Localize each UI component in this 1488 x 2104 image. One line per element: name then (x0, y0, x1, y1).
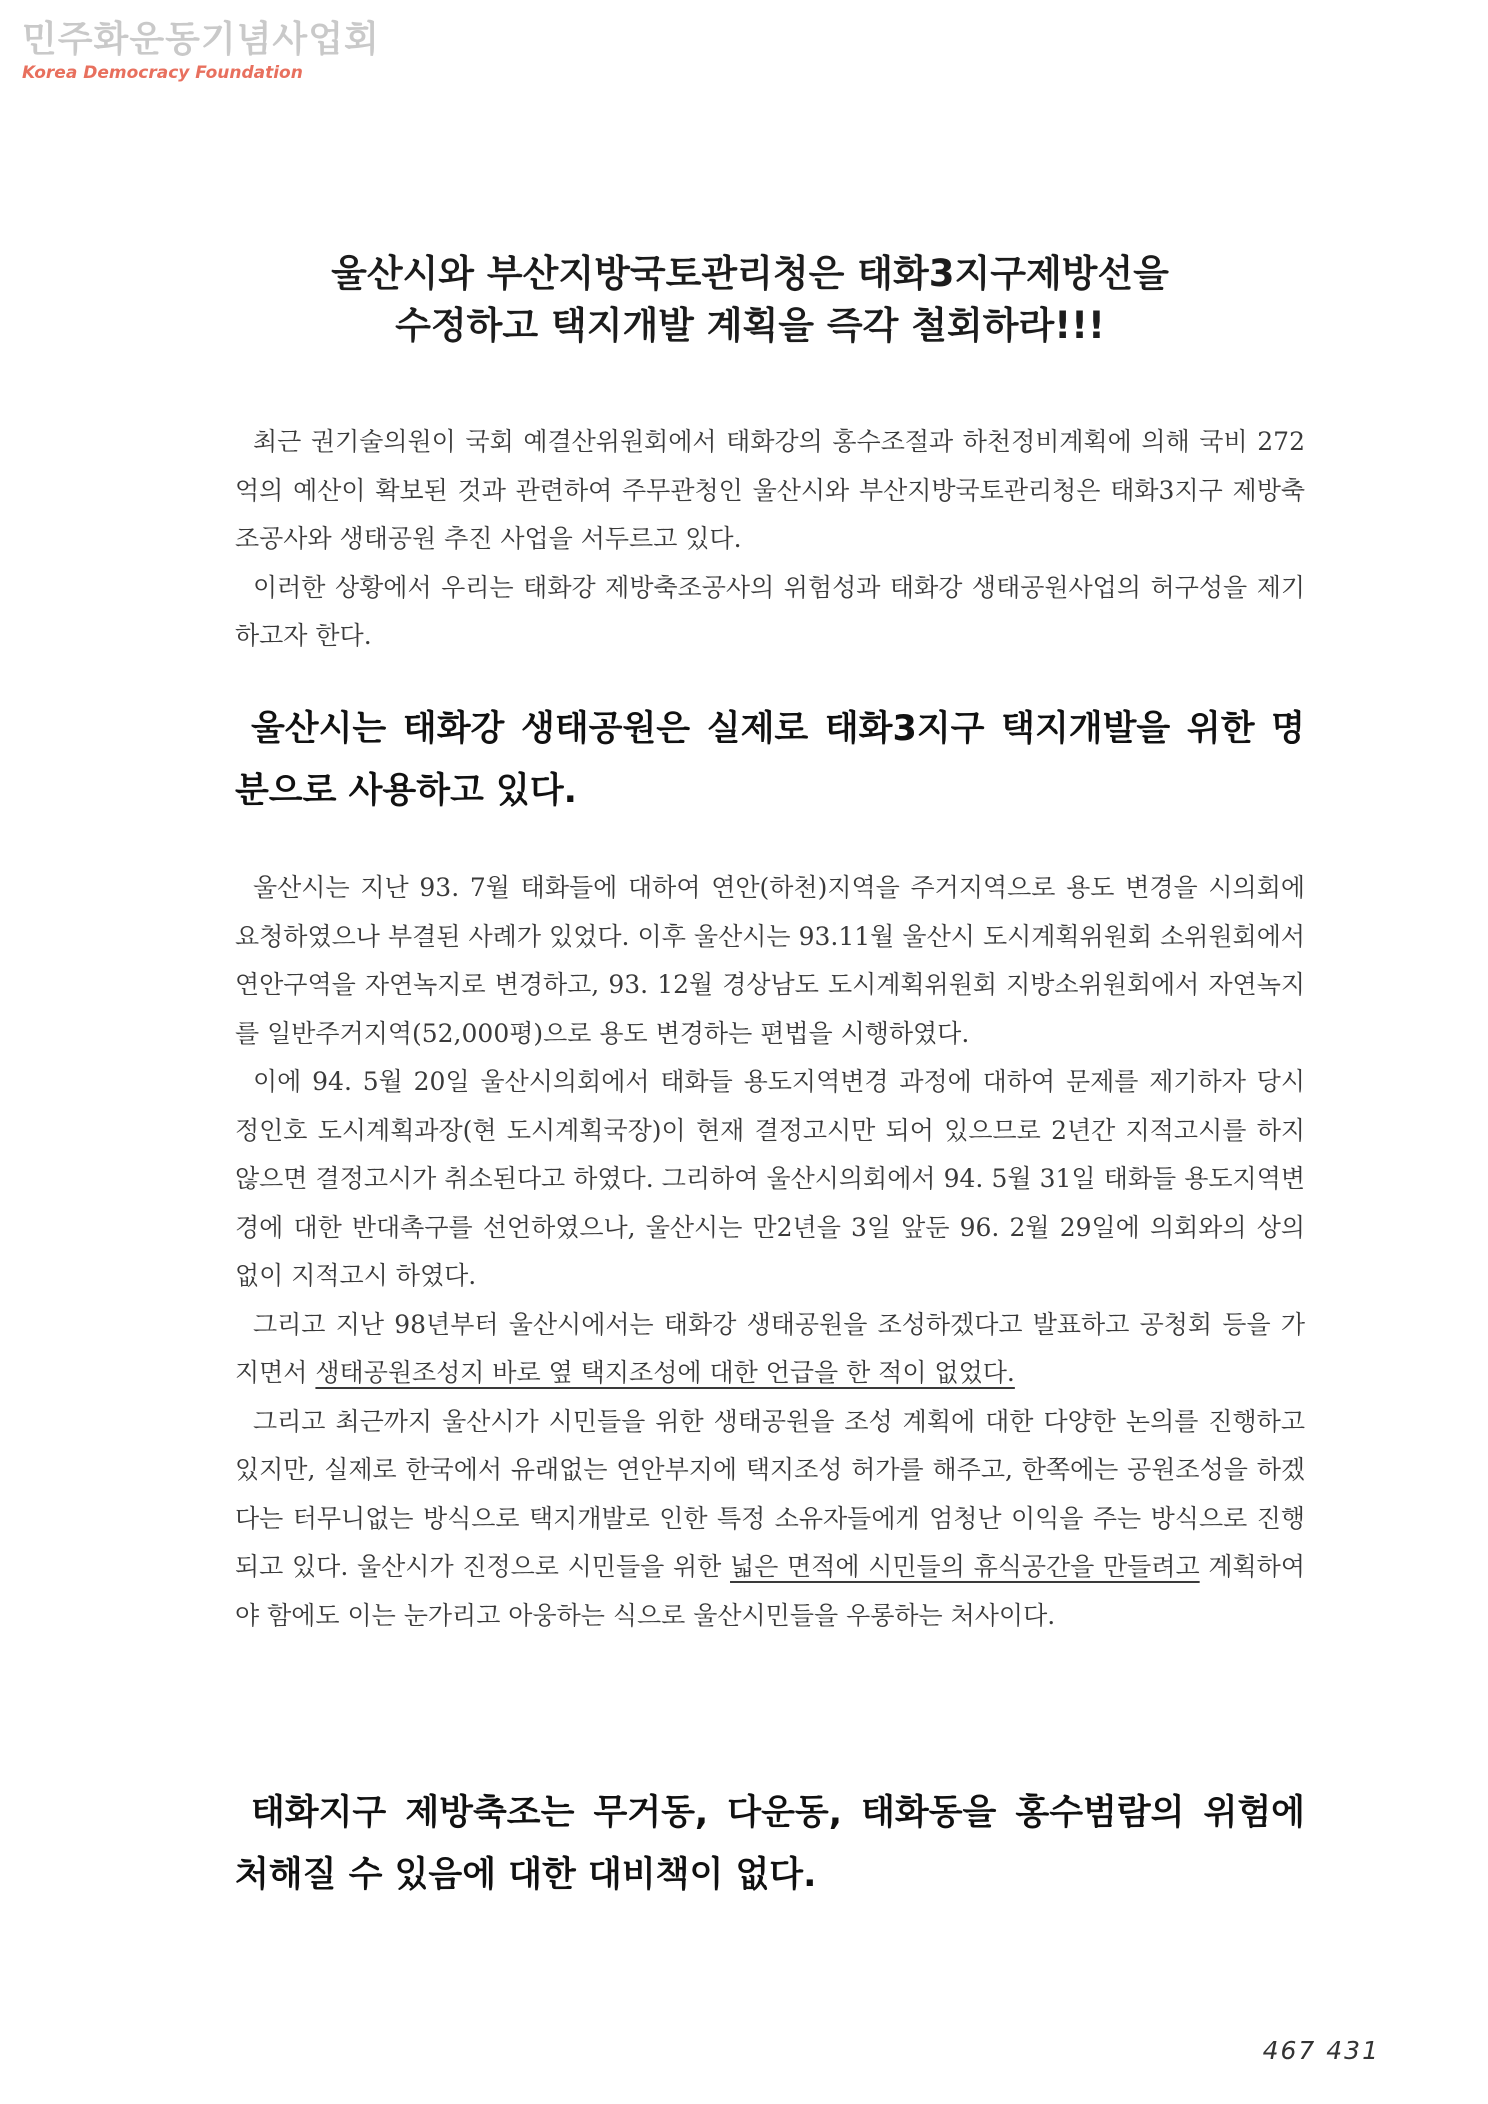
section-1-paragraph-3 (235, 1301, 1305, 1398)
section-1-heading (235, 698, 1305, 822)
section-1-paragraph-4 (235, 1398, 1305, 1641)
paragraph-4-text-end: 계획하여야 함에도 이는 눈가리고 아웅하는 식으로 울산시민들을 우롱하는 처사이다. (235, 1552, 1305, 1630)
watermark-korean: 민주화운동기념사업회 (22, 19, 380, 60)
intro-section (235, 418, 1305, 661)
paragraph-3-text: 그리고 지난 98년부터 울산시에서는 태화강 생태공원을 조성하겠다고 발표하고 공청회 등을 가지면서 (235, 1309, 1305, 1387)
document-title (230, 248, 1270, 352)
section-2-heading-text: 태화지구 제방축조는 무거동, 다운동, 태화동을 홍수범람의 위험에 처해질 수 있음에 대한 대비책이 없다. (235, 1793, 1305, 1895)
section-2-heading (235, 1782, 1305, 1906)
page-number: 467 431 (1262, 2036, 1380, 2065)
intro-paragraph-1: 최근 권기술의원이 국회 예결산위원회에서 태화강의 홍수조절과 하천정비계획에 의해 국비 272억의 예산이 확보된 것과 관련하여 주무관청인 울산시와 부산지방국토관리청은 태화3지구 제방축조공사와 생태공원 추진 사업을 서두르고 있다. (235, 427, 1305, 553)
section-1-heading-text: 울산시는 태화강 생태공원은 실제로 태화3지구 택지개발을 위한 명분으로 사용하고 있다. (235, 709, 1305, 811)
underlined-passage-1: 생태공원조성지 바로 옆 택지조성에 대한 언급을 한 적이 없었다. (315, 1358, 1015, 1387)
watermark-english: Korea Democracy Foundation (22, 63, 303, 83)
section-1-paragraph-1: 울산시는 지난 93. 7월 태화들에 대하여 연안(하천)지역을 주거지역으로 용도 변경을 시의회에 요청하였으나 부결된 사례가 있었다. 이후 울산시는 93.11월 울산시 도시계획위원회 소위원회에서 연안구역을 자연녹지로 변경하고, 93. 12월 경상남도 도시계획위원회 지방소위원회에서 자연녹지를 일반주거지역(52,000평)으로 용도 변경하는 편법을 시행하였다. (235, 873, 1305, 1048)
title-line-1: 울산시와 부산지방국토관리청은 태화3지구제방선을 (331, 252, 1169, 295)
intro-paragraph-2: 이러한 상황에서 우리는 태화강 제방축조공사의 위험성과 태화강 생태공원사업의 허구성을 제기하고자 한다. (235, 572, 1305, 650)
paragraph-4-text: 그리고 최근까지 울산시가 시민들을 위한 생태공원을 조성 계획에 대한 다양한 논의를 진행하고 있지만, 실제로 한국에서 유래없는 연안부지에 택지조성 허가를 해주고, 한쪽에는 공원조성을 하겠다는 터무니없는 방식으로 택지개발로 인한 특정 소유자들에게 엄청난 이익을 주는 방식으로 진행되고 있다. 울산시가 진정으로 시민들을 위한 (235, 1406, 1305, 1581)
title-line-2: 수정하고 택지개발 계획을 즉각 철회하라!!! (395, 304, 1105, 347)
section-1-paragraph-2: 이에 94. 5월 20일 울산시의회에서 태화들 용도지역변경 과정에 대하여 문제를 제기하자 당시 정인호 도시계획과장(현 도시계획국장)이 현재 결정고시만 되어 있으므로 2년간 지적고시를 하지 않으면 결정고시가 취소된다고 하였다. 그리하여 울산시의회에서 94. 5월 31일 태화들 용도지역변경에 대한 반대촉구를 선언하였으나, 울산시는 만2년을 3일 앞둔 96. 2월 29일에 의회와의 상의 없이 지적고시 하였다. (235, 1067, 1305, 1290)
foundation-watermark (22, 18, 380, 84)
underlined-passage-2: 넓은 면적에 시민들의 휴식공간을 만들려고 (730, 1552, 1200, 1581)
section-1-body (235, 864, 1305, 1640)
